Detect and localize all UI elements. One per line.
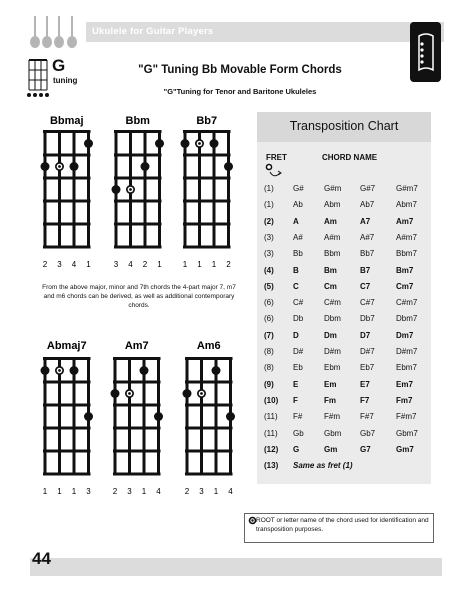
chord-cell: Em — [324, 379, 337, 389]
chord-cell: A — [293, 216, 299, 226]
finger-dot — [155, 139, 164, 148]
chord-cell: G#7 — [360, 184, 376, 193]
finger-number: 3 — [113, 260, 119, 269]
page-subtitle: "G"Tuning for Tenor and Baritone Ukuleles — [163, 87, 317, 96]
finger-number: 1 — [211, 260, 217, 269]
finger-number: 1 — [157, 260, 162, 269]
finger-dot — [111, 389, 120, 398]
chord-cell: C# — [293, 298, 304, 308]
chord-name: Am6 — [196, 340, 221, 352]
chord-cell: Gb — [293, 428, 304, 438]
chord-cell: Eb — [293, 363, 303, 373]
fret-cell: (8) — [264, 347, 274, 356]
ukuleles-icon — [28, 15, 84, 51]
fret-cell: (9) — [264, 379, 274, 389]
chord-cell: Dbm — [324, 314, 341, 324]
chord-cell: B7 — [360, 265, 371, 275]
chord-cell: Gm7 — [396, 444, 414, 454]
fret-cell: (3) — [264, 232, 274, 242]
chord-cell: F — [293, 395, 298, 405]
finger-number: 1 — [86, 260, 91, 269]
chord-cell: Em7 — [396, 379, 413, 389]
fret-cell: (1) — [264, 184, 274, 193]
fret-cell: (12) — [264, 444, 279, 454]
root-ring — [57, 164, 63, 170]
root-center — [58, 369, 61, 372]
chord-cell: Gbm7 — [396, 428, 418, 438]
chord-cell: Cm7 — [396, 281, 414, 291]
chord-cell: Dbm7 — [396, 314, 418, 324]
chord-cell: Abm — [324, 200, 341, 210]
finger-number: 1 — [182, 260, 188, 269]
chord-cell: Fm — [324, 395, 336, 405]
finger-dot — [41, 366, 50, 375]
chord-cell: Am — [324, 216, 337, 226]
fret-cell: (1) — [264, 200, 274, 210]
chord-cell: G7 — [360, 444, 371, 454]
finger-dot — [226, 412, 235, 421]
root-center — [58, 165, 61, 168]
finger-number: 2 — [226, 260, 231, 269]
chord-cell: Ebm7 — [396, 363, 417, 373]
chord-cell: C#m7 — [396, 298, 418, 308]
page-footer-band — [30, 558, 442, 576]
same-as-note: Same as fret (1) — [293, 461, 353, 471]
root-dot — [126, 185, 135, 194]
finger-dot — [84, 412, 93, 421]
finger-number: 1 — [197, 260, 202, 269]
finger-dot — [210, 139, 219, 148]
chord-cell: D#m7 — [396, 347, 418, 356]
chord-cell: Gm — [324, 444, 338, 454]
fret-cell: (13) — [264, 461, 279, 471]
chord-nut — [43, 357, 91, 360]
transposition-title: Transposition Chart — [289, 119, 399, 133]
finger-dot — [84, 139, 93, 148]
chord-cell: F#m7 — [396, 412, 417, 422]
finger-dot — [181, 139, 190, 148]
finger-number: 3 — [199, 487, 204, 496]
chord-cell: A7 — [360, 216, 371, 226]
root-dot — [125, 389, 134, 398]
finger-dot — [141, 162, 150, 171]
finger-dot — [41, 162, 50, 171]
chord-cell: Bb7 — [360, 249, 375, 259]
chord-cell: F# — [293, 412, 303, 422]
finger-number: 4 — [156, 487, 161, 496]
fret-cell: (11) — [264, 428, 278, 438]
chord-cell: Eb7 — [360, 363, 375, 373]
chord-cell: C — [293, 281, 299, 291]
chord-cell: A# — [293, 232, 303, 242]
chord-cell: Db7 — [360, 314, 375, 324]
page-title: "G" Tuning Bb Movable Form Chords — [138, 64, 342, 76]
chord-name: Abmaj7 — [46, 340, 87, 352]
root-dot — [55, 162, 64, 171]
chord-nut — [43, 130, 91, 133]
root-ring — [127, 391, 133, 397]
chord-cell: D#7 — [360, 347, 375, 356]
root-ring — [57, 368, 63, 374]
chord-cell: Dm — [324, 330, 337, 340]
root-dot — [197, 389, 206, 398]
chord-cell: G — [293, 444, 300, 454]
chord-name: Bb7 — [196, 115, 218, 127]
finger-dot — [70, 162, 79, 171]
fret-cell: (5) — [264, 281, 274, 291]
chord-nut — [113, 357, 161, 360]
chord-cell: C7 — [360, 281, 371, 291]
finger-dot — [112, 185, 121, 194]
root-dot — [55, 366, 64, 375]
fret-cell: (6) — [264, 314, 274, 324]
chord-cell: Bbm7 — [396, 249, 417, 259]
chord-cell: Abm7 — [396, 200, 417, 210]
finger-number: 4 — [71, 260, 77, 269]
chord-cell: G#m7 — [396, 184, 418, 193]
chord-cell: Am7 — [396, 216, 414, 226]
finger-dot — [70, 366, 79, 375]
tuning-letter: G — [52, 56, 66, 75]
chord-cell: Gbm — [324, 428, 342, 438]
finger-number: 4 — [228, 487, 233, 496]
fret-cell: (11) — [264, 412, 278, 422]
fret-cell: (3) — [264, 249, 274, 259]
chord-nut — [185, 357, 233, 360]
chord-cell: C#7 — [360, 298, 375, 308]
chord-cell: Fm7 — [396, 395, 413, 405]
finger-number: 3 — [127, 487, 132, 496]
chord-cell: A#m7 — [396, 232, 417, 242]
finger-number: 3 — [86, 487, 91, 496]
finger-dot — [183, 389, 192, 398]
fret-cell: (6) — [264, 298, 274, 308]
finger-number: 1 — [213, 487, 219, 496]
finger-dot — [140, 366, 149, 375]
root-dot — [195, 139, 204, 148]
chord-cell: Ebm — [324, 363, 341, 373]
chord-cell: D# — [293, 347, 304, 356]
chord-cell: B — [293, 265, 299, 275]
chord-cell: F7 — [360, 395, 370, 405]
chord-cell: D7 — [360, 330, 371, 340]
chord-cell: A#7 — [360, 232, 375, 242]
chord-nut — [114, 130, 162, 133]
finger-dot — [212, 366, 221, 375]
root-center — [128, 392, 131, 395]
chord-cell: Cm — [324, 281, 337, 291]
chord-nut — [183, 130, 231, 133]
chord-cell: Bb — [293, 249, 303, 259]
finger-dot — [154, 412, 163, 421]
root-center — [200, 392, 203, 395]
root-ring — [199, 391, 205, 397]
fret-cell: (10) — [264, 395, 279, 405]
chord-cell: Bbm — [324, 249, 341, 259]
finger-number: 1 — [57, 487, 62, 496]
finger-number: 2 — [42, 260, 48, 269]
root-center — [198, 142, 201, 145]
chord-cell: E — [293, 379, 299, 389]
header-title: Ukulele for Guitar Players — [92, 26, 214, 37]
fret-cell: (2) — [264, 216, 274, 226]
root-ring — [197, 141, 203, 147]
chord-cell: Gb7 — [360, 428, 376, 438]
chord-cell: G# — [293, 184, 304, 193]
finger-number: 3 — [57, 260, 62, 269]
chord-cell: Ab7 — [360, 200, 375, 210]
finger-number: 2 — [142, 260, 148, 269]
finger-number: 1 — [71, 487, 77, 496]
finger-number: 2 — [112, 487, 118, 496]
chord-cell: D — [293, 330, 299, 340]
chord-cell: Db — [293, 314, 304, 324]
book-tab-icon — [410, 22, 441, 82]
chord-cell: D#m — [324, 347, 341, 356]
chord-column-header: CHORD NAME — [322, 153, 378, 162]
chord-cell: Bm — [324, 265, 337, 275]
finger-dot — [224, 162, 233, 171]
chord-cell: F#m — [324, 412, 340, 422]
tuning-label: tuning — [53, 76, 78, 85]
finger-number: 1 — [42, 487, 48, 496]
root-ring — [128, 187, 134, 193]
finger-number: 4 — [128, 260, 133, 269]
chord-name: Bbm — [125, 115, 150, 127]
chord-name: Bbmaj — [49, 115, 84, 127]
chord-cell: Bm7 — [396, 265, 414, 275]
chord-name: Am7 — [124, 340, 149, 352]
chord-cell: C#m — [324, 298, 341, 308]
finger-number: 1 — [141, 487, 147, 496]
root-arrow-icon — [265, 163, 287, 179]
fret-cell: (8) — [264, 363, 274, 373]
chord-cell: Dm7 — [396, 330, 414, 340]
root-center — [129, 188, 132, 191]
fret-cell: (7) — [264, 330, 274, 340]
chord-cell: A#m — [324, 232, 341, 242]
page-number: 44 — [32, 549, 51, 568]
chord-cell: G#m — [324, 184, 342, 193]
fingering-note: From the above major, minor and 7th chords the 4-part major 7, m7 and m6 chords can be derived, as well as additional contemporary chords. — [42, 284, 236, 309]
root-legend-text: ROOT or letter name of the chord used for identification and transposition purposes. — [256, 517, 429, 533]
finger-number: 2 — [184, 487, 190, 496]
chord-cell: F#7 — [360, 412, 374, 422]
fret-column-header: FRET — [266, 153, 287, 162]
fret-cell: (4) — [264, 265, 274, 275]
chord-cell: Ab — [293, 200, 303, 210]
chord-cell: E7 — [360, 379, 370, 389]
